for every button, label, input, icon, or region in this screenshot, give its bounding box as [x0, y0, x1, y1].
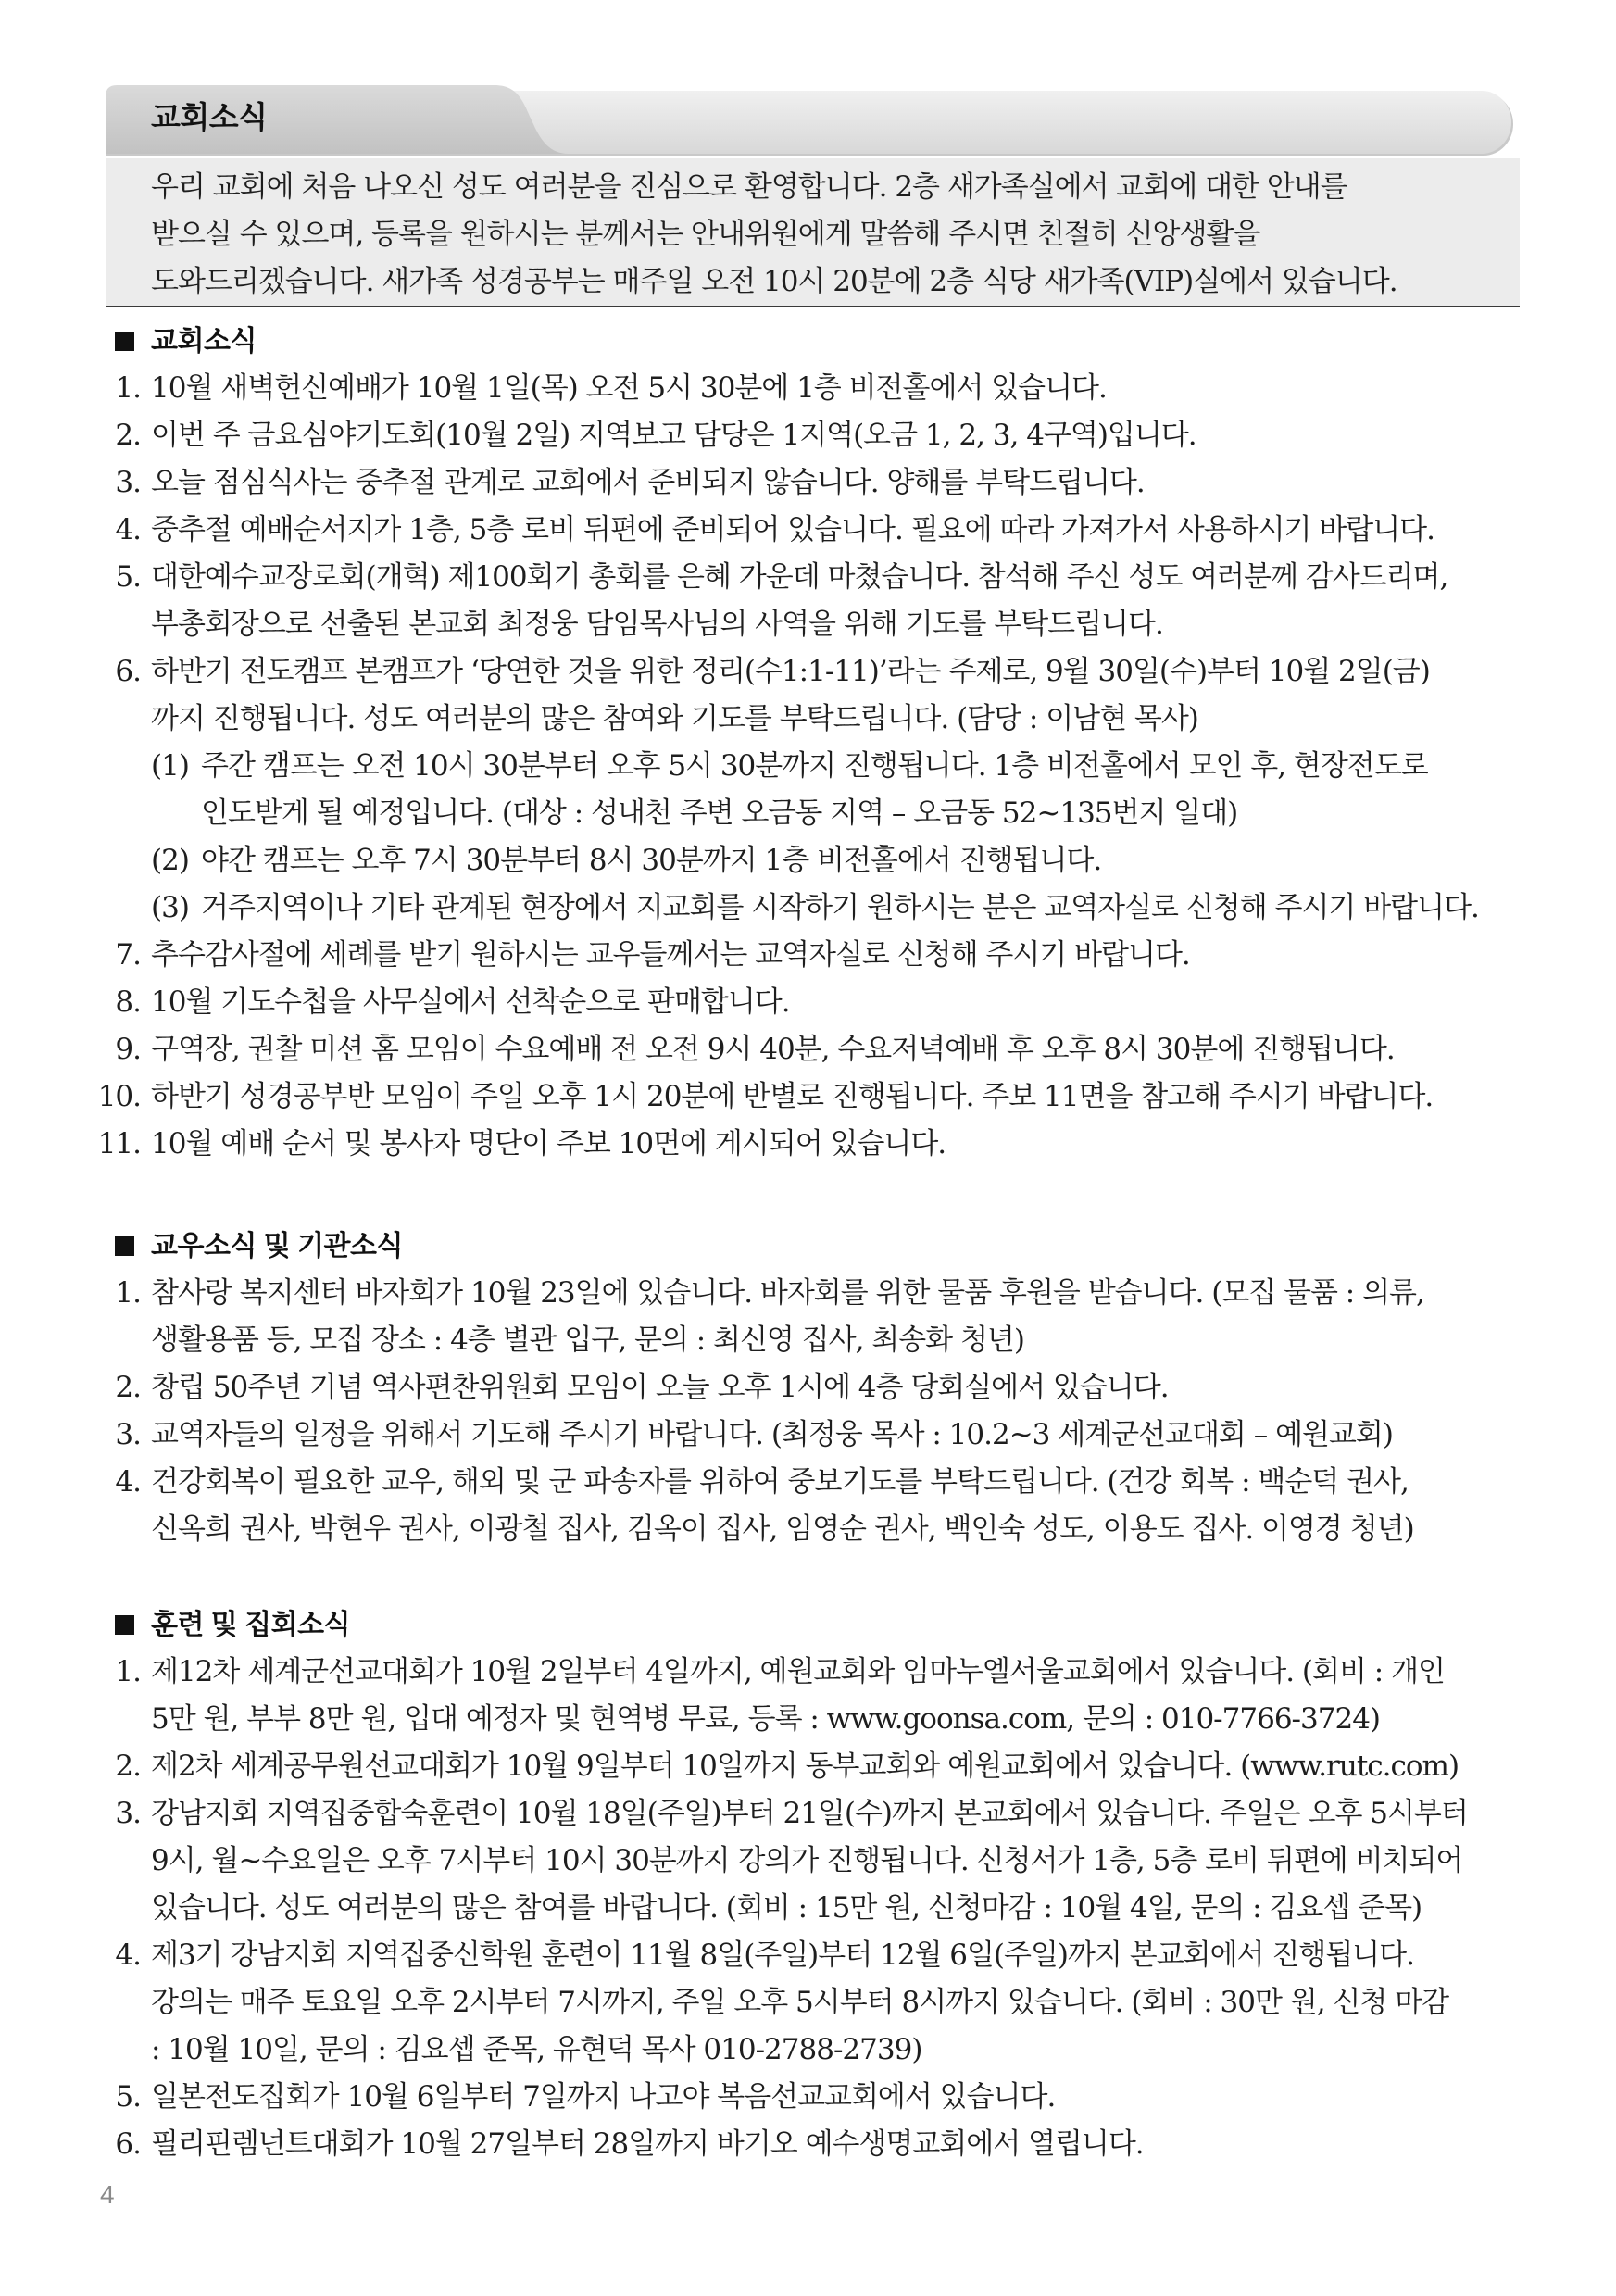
sub-item-number: (3): [151, 891, 189, 924]
list-item: [0, 1411, 1616, 1459]
list-item: [0, 1364, 1616, 1411]
item-number: 3.: [115, 466, 141, 499]
section-heading-text: 교우소식 및 기관소식: [151, 1231, 403, 1261]
intro-line: 도와드리겠습니다. 새가족 성경공부는 매주일 오전 10시 20분에 2층 식당 새가족(VIP)실에서 있습니다.: [151, 265, 1397, 298]
item-line: 10월 새벽헌신예배가 10월 1일(목) 오전 5시 30분에 1층 비전홀에서 있습니다.: [151, 371, 1107, 405]
intro-line: 받으실 수 있으며, 등록을 원하시는 분께서는 안내위원에게 말씀해 주시면 친절히 신앙생활을: [151, 218, 1260, 251]
list-item: [0, 1026, 1616, 1073]
item-number: 6.: [115, 2127, 141, 2161]
section-church-news: [0, 318, 1616, 1168]
item-number: 6.: [115, 655, 141, 688]
item-line: 이번 주 금요심야기도회(10월 2일) 지역보고 담당은 1지역(오금 1, 2, 3, 4구역)입니다.: [151, 419, 1196, 452]
list-item: [0, 365, 1616, 412]
item-number: 2.: [115, 419, 141, 452]
sub-item-line: 주간 캠프는 오전 10시 30분부터 오후 5시 30분까지 진행됩니다. 1층 비전홀에서 모인 후, 현장전도로: [201, 749, 1428, 783]
sub-item-number: (1): [151, 749, 189, 783]
list-item: [0, 648, 1616, 932]
sub-item-line: 인도받게 될 예정입니다. (대상 : 성내천 주변 오금동 지역 – 오금동 52~135번지 일대): [201, 797, 1238, 830]
page-number: 4: [100, 2180, 115, 2209]
item-line: 제12차 세계군선교대회가 10월 2일부터 4일까지, 예원교회와 임마누엘서울교회에서 있습니다. (회비 : 개인: [151, 1655, 1445, 1688]
item-line: 참사랑 복지센터 바자회가 10월 23일에 있습니다. 바자회를 위한 물품 후원을 받습니다. (모집 물품 : 의류,: [151, 1276, 1424, 1310]
item-number: 2.: [115, 1750, 141, 1783]
section-heading-text: 훈련 및 집회소식: [151, 1610, 351, 1640]
item-number: 5.: [115, 560, 141, 594]
item-line: 추수감사절에 세례를 받기 원하시는 교우들께서는 교역자실로 신청해 주시기 바랍니다.: [151, 938, 1190, 972]
item-number: 8.: [115, 985, 141, 1019]
item-line: 5만 원, 부부 8만 원, 입대 예정자 및 현역병 무료, 등록 : www.goonsa.com, 문의 : 010-7766-3724): [151, 1702, 1381, 1736]
item-line: 중추절 예배순서지가 1층, 5층 로비 뒤편에 준비되어 있습니다. 필요에 따라 가져가서 사용하시기 바랍니다.: [151, 513, 1434, 546]
list-item: [0, 2121, 1616, 2168]
sub-list-item: [0, 885, 1616, 932]
header-tab-title: 교회소식: [151, 100, 268, 134]
item-line: 까지 진행됩니다. 성도 여러분의 많은 참여와 기도를 부탁드립니다. (담당 : 이남현 목사): [151, 702, 1198, 735]
list-item: [0, 1459, 1616, 1553]
item-line: 대한예수교장로회(개혁) 제100회기 총회를 은혜 가운데 마쳤습니다. 참석해 주신 성도 여러분께 감사드리며,: [151, 560, 1448, 594]
item-line: 일본전도집회가 10월 6일부터 7일까지 나고야 복음선교교회에서 있습니다.: [151, 2080, 1056, 2114]
item-line: 9시, 월~수요일은 오후 7시부터 10시 30분까지 강의가 진행됩니다. 신청서가 1층, 5층 로비 뒤편에 비치되어: [151, 1844, 1463, 1877]
item-line: 구역장, 권찰 미션 홈 모임이 수요예배 전 오전 9시 40분, 수요저녁예배 후 오후 8시 30분에 진행됩니다.: [151, 1033, 1395, 1066]
item-number: 2.: [115, 1371, 141, 1404]
item-line: 하반기 성경공부반 모임이 주일 오후 1시 20분에 반별로 진행됩니다. 주보 11면을 참고해 주시기 바랍니다.: [151, 1080, 1434, 1113]
sub-item-line: 야간 캠프는 오후 7시 30분부터 8시 30분까지 1층 비전홀에서 진행됩니다.: [201, 844, 1102, 877]
item-line: 교역자들의 일정을 위해서 기도해 주시기 바랍니다. (최정웅 목사 : 10.2~3 세계군선교대회 – 예원교회): [151, 1418, 1393, 1451]
list-item: [0, 1121, 1616, 1168]
list-item: [0, 412, 1616, 459]
welcome-intro-box: [106, 158, 1520, 307]
list-item: [0, 2074, 1616, 2121]
intro-line: 우리 교회에 처음 나오신 성도 여러분을 진심으로 환영합니다. 2층 새가족실에서 교회에 대한 안내를: [151, 170, 1347, 204]
item-number: 4.: [115, 1938, 141, 1972]
item-line: : 10월 10일, 문의 : 김요셉 준목, 유현덕 목사 010-2788-2739): [151, 2033, 922, 2066]
item-line: 생활용품 등, 모집 장소 : 4층 별관 입구, 문의 : 최신영 집사, 최송화 청년): [151, 1324, 1024, 1357]
sub-item-number: (2): [151, 844, 189, 877]
item-number: 1.: [115, 1655, 141, 1688]
item-line: 하반기 전도캠프 본캠프가 ‘당연한 것을 위한 정리(수1:1-11)’라는 주제로, 9월 30일(수)부터 10월 2일(금): [151, 655, 1430, 688]
list-item: [0, 1932, 1616, 2074]
item-line: 있습니다. 성도 여러분의 많은 참여를 바랍니다. (회비 : 15만 원, 신청마감 : 10월 4일, 문의 : 김요셉 준목): [151, 1891, 1422, 1925]
item-number: 5.: [115, 2080, 141, 2114]
section-member-and-org-news: [0, 1223, 1616, 1553]
section-heading: [0, 1601, 1616, 1649]
section-heading-text: 교회소식: [151, 326, 257, 357]
square-bullet-icon: [115, 332, 134, 351]
list-item: [0, 554, 1616, 648]
header-tab-graphic: [106, 85, 1515, 157]
list-item: [0, 1649, 1616, 1743]
sub-list-item: [0, 837, 1616, 885]
item-number: 10.: [97, 1080, 141, 1113]
item-line: 제3기 강남지회 지역집중신학원 훈련이 11월 8일(주일)부터 12월 6일(주일)까지 본교회에서 진행됩니다.: [151, 1938, 1414, 1972]
item-number: 7.: [115, 938, 141, 972]
square-bullet-icon: [115, 1615, 134, 1635]
section-heading: [0, 318, 1616, 365]
item-line: 강남지회 지역집중합숙훈련이 10월 18일(주일)부터 21일(수)까지 본교회에서 있습니다. 주일은 오후 5시부터: [151, 1797, 1468, 1830]
list-item: [0, 979, 1616, 1026]
sub-item-line: 거주지역이나 기타 관계된 현장에서 지교회를 시작하기 원하시는 분은 교역자실로 신청해 주시기 바랍니다.: [201, 891, 1479, 924]
section-training-and-meeting-news: [0, 1601, 1616, 2168]
list-item: [0, 932, 1616, 979]
list-item: [0, 1270, 1616, 1364]
item-number: 3.: [115, 1418, 141, 1451]
item-number: 1.: [115, 371, 141, 405]
item-number: 9.: [115, 1033, 141, 1066]
item-number: 4.: [115, 1465, 141, 1499]
square-bullet-icon: [115, 1236, 134, 1256]
item-line: 건강회복이 필요한 교우, 해외 및 군 파송자를 위하여 중보기도를 부탁드립니다. (건강 회복 : 백순덕 권사,: [151, 1465, 1409, 1499]
list-item: [0, 1743, 1616, 1790]
sub-list-item: [0, 743, 1616, 837]
item-line: 신옥희 권사, 박현우 권사, 이광철 집사, 김옥이 집사, 임영순 권사, 백인숙 성도, 이용도 집사. 이영경 청년): [151, 1512, 1414, 1546]
item-number: 1.: [115, 1276, 141, 1310]
list-item: [0, 1790, 1616, 1932]
list-item: [0, 507, 1616, 554]
item-line: 필리핀렘넌트대회가 10월 27일부터 28일까지 바기오 예수생명교회에서 열립니다.: [151, 2127, 1144, 2161]
item-line: 제2차 세계공무원선교대회가 10월 9일부터 10일까지 동부교회와 예원교회에서 있습니다. (www.rutc.com): [151, 1750, 1459, 1783]
section-heading: [0, 1223, 1616, 1270]
item-line: 10월 예배 순서 및 봉사자 명단이 주보 10면에 게시되어 있습니다.: [151, 1127, 946, 1161]
item-line: 오늘 점심식사는 중추절 관계로 교회에서 준비되지 않습니다. 양해를 부탁드립니다.: [151, 466, 1145, 499]
item-line: 창립 50주년 기념 역사편찬위원회 모임이 오늘 오후 1시에 4층 당회실에서 있습니다.: [151, 1371, 1169, 1404]
item-line: 10월 기도수첩을 사무실에서 선착순으로 판매합니다.: [151, 985, 790, 1019]
item-line: 부총회장으로 선출된 본교회 최정웅 담임목사님의 사역을 위해 기도를 부탁드립니다.: [151, 608, 1163, 641]
item-number: 3.: [115, 1797, 141, 1830]
list-item: [0, 1073, 1616, 1121]
item-number: 11.: [97, 1127, 141, 1161]
list-item: [0, 459, 1616, 507]
item-number: 4.: [115, 513, 141, 546]
item-line: 강의는 매주 토요일 오후 2시부터 7시까지, 주일 오후 5시부터 8시까지 있습니다. (회비 : 30만 원, 신청 마감: [151, 1986, 1449, 2019]
